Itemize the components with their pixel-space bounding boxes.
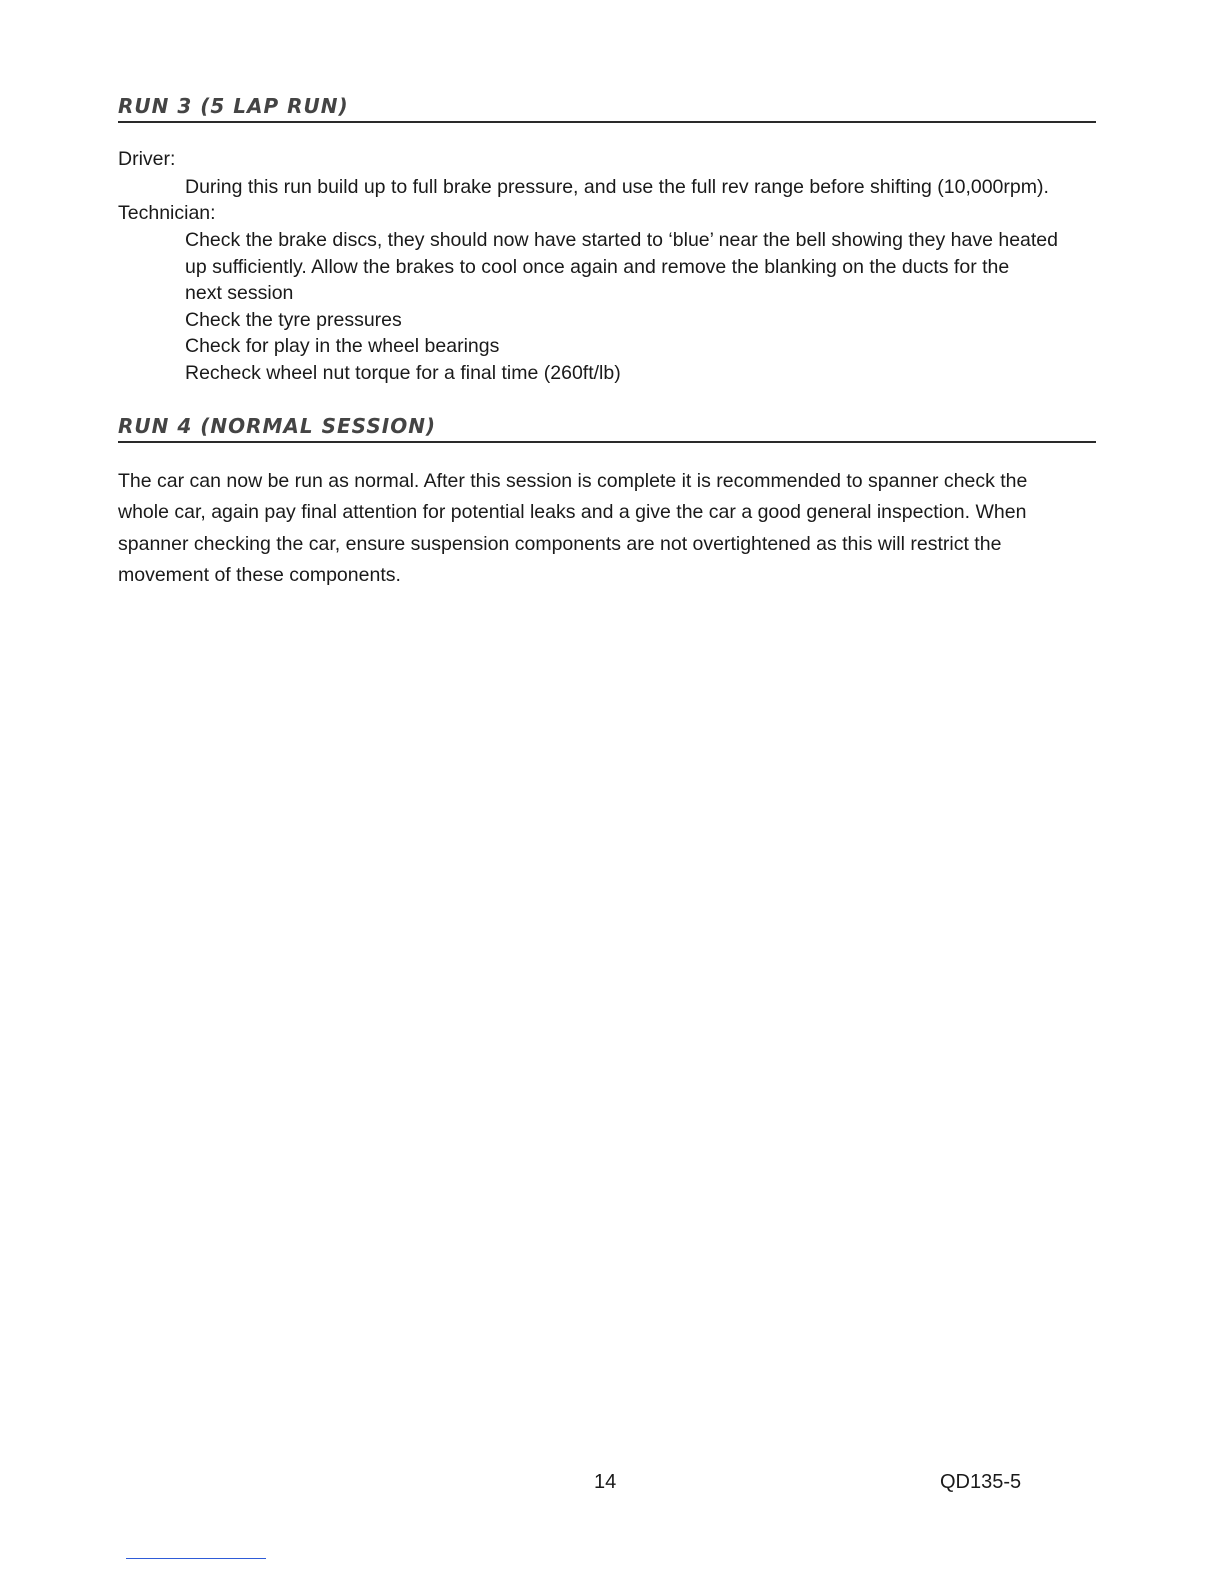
run3-heading: RUN 3 (5 LAP RUN) [118, 94, 1096, 123]
technician-line: Recheck wheel nut torque for a final time (260ft/lb) [185, 361, 621, 384]
technician-line: up sufficiently. Allow the brakes to cool once again and remove the blanking on the ducts for the [185, 255, 1010, 278]
run4-heading: RUN 4 (NORMAL SESSION) [118, 414, 1096, 443]
document-code: QD135-5 [940, 1471, 1022, 1493]
technician-instructions [185, 227, 1095, 387]
technician-line: next session [185, 282, 294, 305]
paragraph-line: spanner checking the car, ensure suspension components are not overtightened as this will restrict the [118, 532, 1002, 555]
technician-line: Check the tyre pressures [185, 308, 402, 331]
footnote-separator [126, 1558, 266, 1559]
paragraph-line: The car can now be run as normal. After this session is complete it is recommended to spanner check the [118, 470, 1028, 492]
driver-instruction [185, 174, 1095, 201]
paragraph-line: whole car, again pay final attention for potential leaks and a give the car a good general inspection. When [118, 501, 1027, 524]
technician-label: Technician: [118, 202, 216, 224]
run4-paragraph [118, 466, 1098, 591]
driver-label: Driver: [118, 148, 176, 170]
page-number: 14 [594, 1471, 617, 1493]
technician-line: Check the brake discs, they should now have started to ‘blue’ near the bell showing they have heated [185, 229, 1058, 251]
paragraph-line: movement of these components. [118, 563, 401, 586]
driver-instruction-line: During this run build up to full brake pressure, and use the full rev range before shifting (10,000rpm). [185, 176, 1049, 198]
technician-line: Check for play in the wheel bearings [185, 335, 500, 358]
